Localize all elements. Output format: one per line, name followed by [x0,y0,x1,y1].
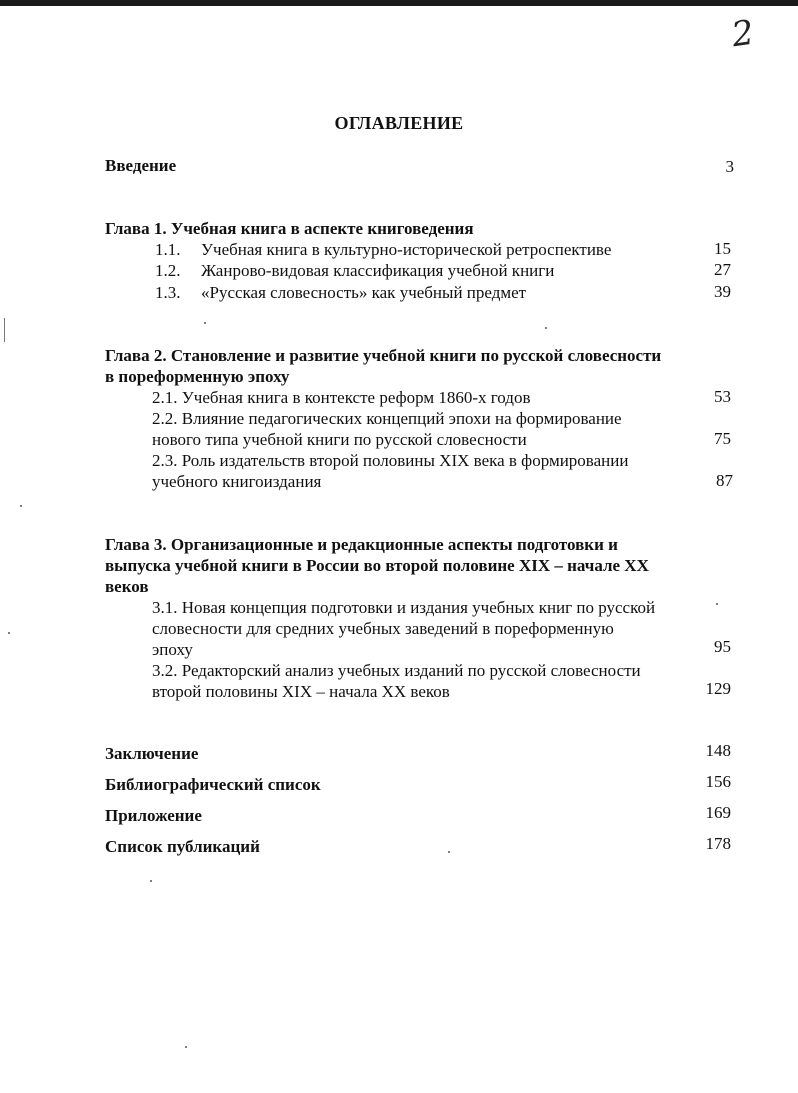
scan-artifact [448,851,450,853]
chapter1-section-text: Жанрово-видовая классификация учебной книги [201,261,555,280]
chapter2-section-2-1-page: 53 [714,387,731,406]
chapter1-section-num: 1.2. [155,261,181,280]
chapter1-heading: Глава 1. Учебная книга в аспекте книговедения [105,219,474,238]
scan-artifact [150,880,152,882]
chapter3-section-3-1-line1: 3.1. Новая концепция подготовки и издания учебных книг по русской [152,598,656,617]
chapter1-section-page: 15 [714,239,731,258]
chapter2-section-2-2-line2: нового типа учебной книги по русской словесности [152,430,527,449]
toc-bibliography-label: Библиографический список [105,775,321,794]
handwritten-page-number: 2 [729,12,757,56]
chapter3-heading-line2: выпуска учебной книги в России во второй половине XIX – начале XX [105,556,649,575]
scan-artifact [204,322,206,324]
chapter1-section-num: 1.1. [155,240,181,259]
toc-intro-page: 3 [725,157,734,176]
chapter2-section-2-3-line1: 2.3. Роль издательств второй половины XIX века в формировании [152,451,629,470]
chapter1-section-num: 1.3. [155,283,181,302]
toc-bibliography-page: 156 [705,772,731,791]
chapter2-section-2-2-line1: 2.2. Влияние педагогических концепций эпохи на формирование [152,409,622,428]
chapter1-section-page: 39 [714,282,731,301]
scan-artifact [4,318,5,342]
chapter2-heading-line1: Глава 2. Становление и развитие учебной книги по русской словесности [105,346,662,365]
toc-title: ОГЛАВЛЕНИЕ [334,113,464,133]
chapter1-section-text: Учебная книга в культурно-исторической ретроспективе [201,240,612,259]
chapter2-section-2-3-line2: учебного книгоиздания [152,472,322,491]
scan-artifact [8,632,10,634]
chapter1-section-page: 27 [714,260,731,279]
chapter3-section-3-2-line1: 3.2. Редакторский анализ учебных изданий по русской словесности [152,661,641,680]
scan-top-border [0,0,798,6]
chapter3-section-3-1-line3: эпоху [152,640,193,659]
chapter1-section-text: «Русская словесность» как учебный предмет [201,283,527,302]
chapter3-section-3-2-page: 129 [705,679,731,698]
chapter3-section-3-1-page: 95 [714,637,731,656]
toc-conclusion-label: Заключение [105,744,199,763]
chapter2-section-2-3-page: 87 [716,471,733,490]
toc-intro-label: Введение [105,156,177,175]
toc-publications-label: Список публикаций [105,837,260,856]
toc-appendix-label: Приложение [105,806,202,825]
chapter3-heading-line1: Глава 3. Организационные и редакционные аспекты подготовки и [105,535,618,554]
chapter2-heading-line2: в пореформенную эпоху [105,367,290,386]
scan-artifact [185,1046,187,1048]
chapter2-section-2-1: 2.1. Учебная книга в контексте реформ 1860-х годов [152,388,531,407]
chapter2-section-2-2-page: 75 [714,429,731,448]
chapter3-section-3-2-line2: второй половины XIX – начала XX веков [152,682,450,701]
chapter3-heading-line3: веков [105,577,149,596]
scan-artifact [545,327,547,329]
toc-conclusion-page: 148 [705,741,731,760]
toc-publications-page: 178 [705,834,731,853]
scan-artifact [716,603,718,605]
chapter3-section-3-1-line2: словесности для средних учебных заведений в пореформенную [152,619,614,638]
scan-artifact [20,505,22,507]
toc-appendix-page: 169 [705,803,731,822]
